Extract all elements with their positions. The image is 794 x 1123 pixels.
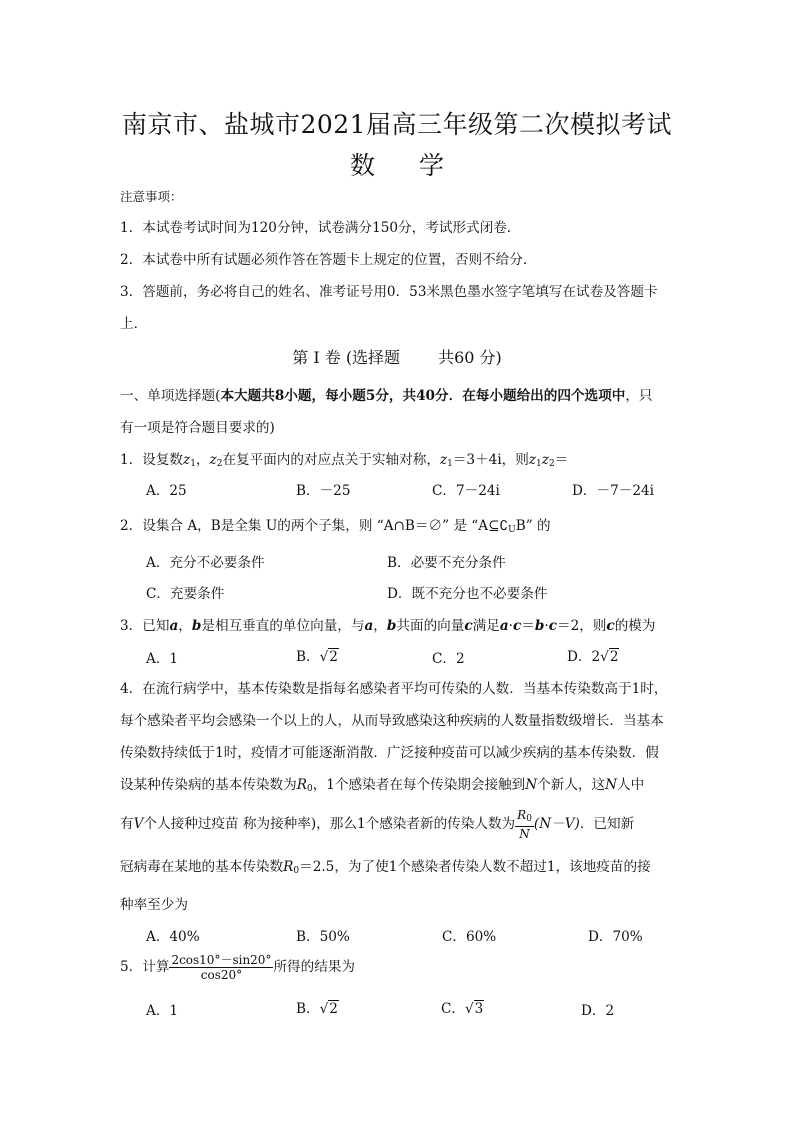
section-heading: [0, 345, 794, 368]
question-1-stem: 1．设复数$z_1$，$z_2$在复平面内的对应点关于实轴对称，$z_1=3+4i$，则$z_1z_2=$: [120, 452, 569, 469]
question-4-option-d: D．70%: [588, 929, 643, 945]
question-5-option-c: C．√3: [441, 1001, 484, 1017]
question-4-line: 每个感染者平均会感染一个以上的人，从而导致感染这种疾病的人数量指数级增长．当基本: [120, 713, 664, 729]
question-2-stem: 2．设集合 A，B是全集 U的两个子集，则 “A∩B＝∅” 是 “$A⊆∁_UB$” 的: [120, 518, 551, 535]
question-5-option-a: A．1: [146, 1003, 179, 1019]
question-1-option-b: B．－25: [296, 483, 351, 499]
question-4-line: 传染数持续低于1时，疫情才可能逐渐消散．广泛接种疫苗可以减少疾病的基本传染数．假: [120, 745, 659, 761]
question-5-option-d: D．2: [581, 1003, 615, 1019]
question-2-option-a: A．充分不必要条件: [146, 555, 265, 571]
question-3-option-b: B．√2: [296, 649, 338, 665]
question-4-line: 有V个人接种过疫苗 称为接种率)，那么1个感染者新的传染人数为 $\frac{R_0}{N}$ (N－V)．已知新: [120, 808, 635, 841]
question-5-option-b: B．√2: [296, 1001, 338, 1017]
question-3-stem: 3．已知a，b是相互垂直的单位向量，与a，b共面的向量c满足a·c＝b·c＝2，则c的模为: [120, 618, 656, 634]
exam-title: 南京市、盐城市2021届高三年级第二次模拟考试: [121, 110, 673, 139]
question-4-option-c: C．60%: [442, 929, 497, 945]
section-part: 第 I 卷 (选择题: [292, 348, 401, 367]
question-5-stem: 5．计算 $\frac{2\cos 10^\circ-\sin 20^\circ}{\cos 20^\circ}$ 所得的结果为: [120, 953, 356, 982]
notice-item: 2．本试卷中所有试题必须作答在答题卡上规定的位置，否则不给分．: [120, 252, 537, 268]
question-4-line: 冠病毒在某地的基本传染数$R_0=2.5$，为了使1个感染者传染人数不超过1，该地疫苗的接: [120, 859, 651, 876]
subject-title: 数学: [349, 151, 488, 180]
question-3-option-c: C．2: [432, 651, 465, 667]
question-3-option-a: A．1: [146, 651, 179, 667]
notice-item: 上．: [120, 316, 148, 332]
question-4-option-a: A．40%: [146, 929, 200, 945]
instructions-line: 一、单项选择题(本大题共8小题，每小题5分，共40分．在每小题给出的四个选项中，只: [120, 388, 653, 404]
question-2-option-b: B．必要不充分条件: [387, 555, 506, 571]
question-3-option-d: D．2√2: [567, 649, 619, 665]
question-4-option-b: B．50%: [296, 929, 350, 945]
question-4-line: 设某种传染病的基本传染数为$R_0$，1个感染者在每个传染期会接触到N个新人，这N人中: [120, 777, 645, 794]
instructions-line: 有一项是符合题目要求的): [120, 420, 275, 436]
question-2-option-c: C．充要条件: [146, 586, 225, 602]
question-1-option-c: C．7－24i: [432, 483, 500, 499]
section-points: 共60 分): [438, 348, 502, 367]
fraction: $\frac{2\cos 10^\circ-\sin 20^\circ}{\cos 20^\circ}$: [171, 953, 272, 982]
question-4-line: 4．在流行病学中，基本传染数是指每名感染者平均可传染的人数．当基本传染数高于1时，: [120, 681, 668, 697]
fraction: $\frac{R_0}{N}$: [517, 808, 532, 841]
question-4-line: 种率至少为: [120, 897, 188, 913]
notice-heading: 注意事项：: [120, 189, 183, 204]
question-1-option-a: A．25: [146, 483, 187, 499]
question-2-option-d: D．既不充分也不必要条件: [387, 586, 548, 602]
notice-item: 1．本试卷考试时间为120分钟，试卷满分150分，考试形式闭卷．: [120, 220, 521, 236]
notice-item: 3．答题前，务必将自己的姓名、准考证号用0．53米黑色墨水签字笔填写在试卷及答题卡: [120, 284, 658, 300]
question-1-option-d: D．－7－24i: [572, 483, 654, 499]
